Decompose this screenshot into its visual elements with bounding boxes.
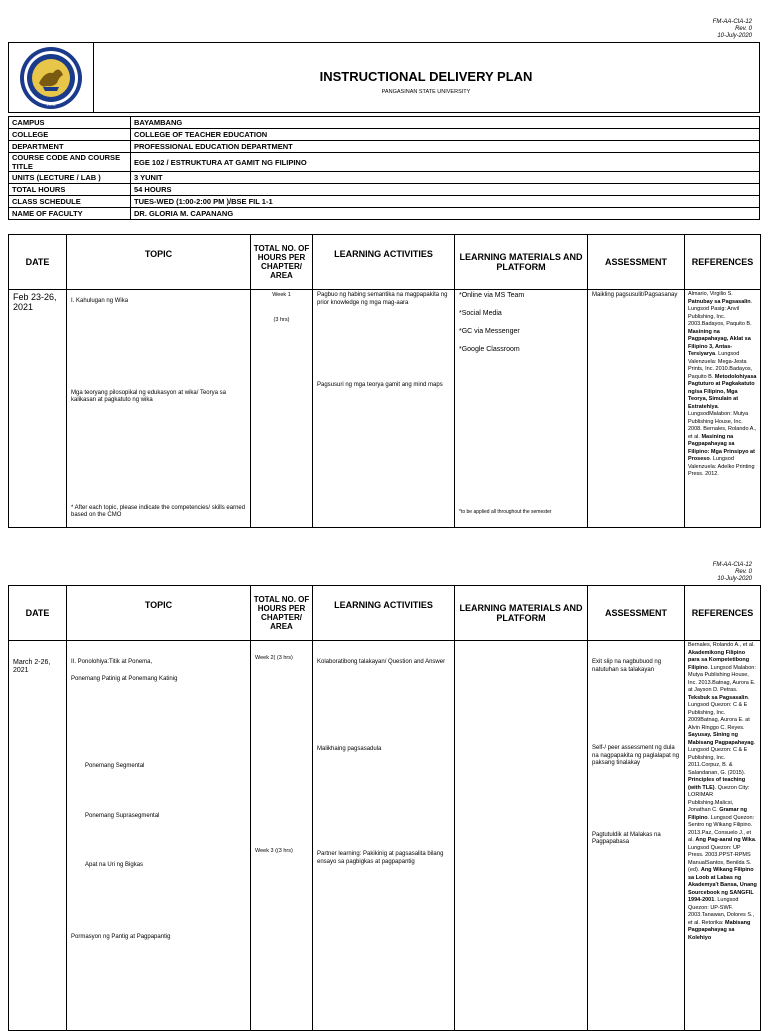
course-info-table	[8, 116, 760, 220]
logo-cell	[9, 43, 94, 112]
activity-item: Pagsusuri ng mga teorya gamit ang mind maps	[317, 382, 443, 388]
reference-title: Patnubay sa Pagsasalin	[688, 298, 751, 305]
row-assessment: Maikling pagsusulit/Pagsasanay	[588, 290, 685, 528]
reference-text: . Lungsod Quezon: C & E Publishing, Inc. 2009Batnag, Aurora E. at Alvin Ringgo C. Reyes.	[688, 694, 750, 731]
reference-title: Teksbuk sa Pagsasalin	[688, 694, 748, 701]
topic-item: Mga teoryang pilosopikal ng edukasyon at wika/ Teorya sa kalikasan at pagkatuto ng wika	[71, 389, 226, 403]
materials-note: *to be applied all throughout the semester	[459, 509, 552, 515]
document-header	[8, 42, 760, 113]
form-date: 10-July-2020	[717, 576, 752, 582]
info-row	[9, 141, 760, 153]
assessment-item: Exit slip na nagbubuod ng natutuhan sa talakayan	[592, 659, 662, 673]
col-materials: LEARNING MATERIALS AND PLATFORM	[455, 235, 588, 290]
university-name: PANGASINAN STATE UNIVERSITY	[381, 89, 471, 95]
info-row	[9, 117, 760, 129]
plan-table-1	[8, 234, 761, 528]
row-topic	[67, 290, 251, 528]
row-hours	[251, 641, 313, 1031]
info-label: COURSE CODE AND COURSE TITLE	[9, 153, 131, 172]
topic-item: Apat na Uri ng Bigkas	[85, 862, 144, 868]
reference-text: . Lungsod Pasig: Anvil Publishing, Inc. 2003.Badayos, Paquito B.	[688, 298, 753, 327]
reference-text: . LungsodMalabon: Mutya Publishing House, Inc. 2008. Bernales, Rolando A., et al.	[688, 403, 757, 440]
activity-item: Partner learning: Pakikinig at pagsasalita bilang ensayo sa pagbigkas at pagpapantig	[317, 851, 444, 865]
assessment-item: Pagtutuldik at Malakas na Pagpapabasa	[592, 831, 661, 845]
info-label: CLASS SCHEDULE	[9, 196, 131, 208]
info-label: DEPARTMENT	[9, 141, 131, 153]
info-row	[9, 129, 760, 141]
topic-item: I. Kahulugan ng Wika	[71, 298, 129, 304]
col-assessment: ASSESSMENT	[588, 235, 685, 290]
col-activities: LEARNING ACTIVITIES	[313, 235, 455, 290]
form-code-top	[713, 19, 752, 40]
info-row	[9, 172, 760, 184]
reference-text: . Lungsod Valenzuela: Mega-Jesta Prints, Inc. 2010.Badayos, Paquito B.	[688, 351, 753, 380]
reference-title: Akademikong Filipino para sa Kompetetibong Filipino	[688, 649, 750, 671]
form-date: 10-July-2020	[717, 33, 752, 39]
reference-text: Bernales, Rolando A., et al.	[688, 642, 755, 648]
table-header-row	[9, 586, 761, 641]
reference-title: Mabisang Pagpapahayag sa Kolehiyo	[688, 919, 751, 941]
hours-week: Week 1	[272, 292, 291, 298]
col-references: REFERENCES	[685, 235, 761, 290]
row-date: March 2-26, 2021	[9, 641, 67, 1031]
info-label: NAME OF FACULTY	[9, 208, 131, 220]
form-code: FM-AA-CIA-12	[712, 19, 752, 25]
reference-text: . Lungsod Quezon: UP-SWF. 2003.Tanawan, Dolores S., et al. Retorika:	[688, 897, 755, 926]
assessment-item: Self-/ peer assessment ng dula na nagpapakita ng paglalapat ng paksang tinalakay	[592, 745, 680, 766]
reference-text: . Lungsod Quezon: C & E Publishing, Inc. 2011.Corpuz, B. & Salandanan, G. (2015).	[688, 739, 756, 776]
table-row	[9, 290, 761, 528]
material-item: *Google Classroom	[459, 346, 520, 353]
topic-note: * After each topic, please indicate the competencies/ skills earned based on the CMO	[71, 504, 246, 518]
info-row	[9, 184, 760, 196]
form-rev: Rev. 0	[735, 569, 752, 575]
info-row	[9, 153, 760, 172]
reference-text: Almario, Virgilio S.	[688, 291, 733, 297]
reference-title: Sayusay, Sining ng Mabisang Pagpapahayag	[688, 732, 754, 746]
form-code: FM-AA-CIA-12	[712, 562, 752, 568]
reference-text: . Lungsod Quezon: UP Press. 2003.PPST-RPMS ManualSantos, Benilda S. (ed).	[688, 837, 757, 873]
row-assessment	[588, 641, 685, 1031]
row-activities	[313, 641, 455, 1031]
reference-title: Principles of teaching (with TLE)	[688, 777, 746, 791]
row-topic	[67, 641, 251, 1031]
svg-text:1978: 1978	[46, 102, 56, 107]
info-row	[9, 208, 760, 220]
material-item: *Online via MS Team	[459, 292, 525, 299]
row-references	[685, 290, 761, 528]
reference-title: Metodolohiyasa Pagtuturo at Pagkakatuto ng/sa Filipino, Mga Teorya, Simulain at Estratehiya	[688, 373, 757, 410]
row-references	[685, 641, 761, 1031]
info-value: EGE 102 / ESTRUKTURA AT GAMIT NG FILIPINO	[131, 153, 760, 172]
topic-item: Ponemang Segmental	[85, 763, 145, 769]
hours-week: Week 3 ((3 hrs)	[255, 847, 293, 854]
material-item: *Social Media	[459, 310, 502, 317]
info-value: DR. GLORIA M. CAPANANG	[131, 208, 760, 220]
info-value: COLLEGE OF TEACHER EDUCATION	[131, 129, 760, 141]
reference-text: . Lungsod Malabon: Mutya Publishing House, Inc. 2013.Batnag, Aurora E. at Jayson D. Petras.	[688, 664, 756, 693]
material-item: *GC via Messenger	[459, 328, 520, 335]
topic-item: II. Ponolohiya:Titik at Ponema,	[71, 659, 153, 665]
info-value: 3 YUNIT	[131, 172, 760, 184]
row-activities	[313, 290, 455, 528]
col-assessment: ASSESSMENT	[588, 586, 685, 641]
col-date: DATE	[9, 235, 67, 290]
document-title: INSTRUCTIONAL DELIVERY PLAN	[319, 69, 533, 84]
col-references: REFERENCES	[685, 586, 761, 641]
topic-item: Pormasyon ng Pantig at Pagpapantig	[71, 933, 171, 940]
col-topic: TOPIC	[67, 235, 251, 290]
col-topic: TOPIC	[67, 586, 251, 641]
activity-item: Pagbuo ng habing semantika na magpapakita ng prior knowledge ng mga mag-aara	[317, 292, 448, 306]
info-value: PROFESSIONAL EDUCATION DEPARTMENT	[131, 141, 760, 153]
plan-table-2	[8, 585, 761, 1031]
info-label: TOTAL HOURS	[9, 184, 131, 196]
topic-item: Ponemang Patinig at Ponemang Katinig	[71, 675, 178, 682]
row-hours	[251, 290, 313, 528]
activity-item: Malikhaing pagsasadula	[317, 745, 382, 752]
table-row	[9, 641, 761, 1031]
reference-title: Masining na Pagpapahayag, Aklat sa Filipino 3, Antas-Tersiyarya	[688, 328, 751, 357]
info-value: TUES-WED (1:00-2:00 PM )/BSE FIL 1-1	[131, 196, 760, 208]
hours-duration: (3 hrs)	[273, 316, 290, 323]
reference-text: . Lungsod Valenzuela: Adelko Printing Press. 2012.	[688, 456, 755, 477]
form-rev: Rev. 0	[735, 26, 752, 32]
info-value: 54 HOURS	[131, 184, 760, 196]
info-row	[9, 196, 760, 208]
info-label: CAMPUS	[9, 117, 131, 129]
row-materials	[455, 641, 588, 1031]
topic-item: Ponemang Suprasegmental	[85, 812, 160, 819]
info-value: BAYAMBANG	[131, 117, 760, 129]
hours-week: Week 2( (3 hrs)	[255, 655, 293, 661]
info-label: COLLEGE	[9, 129, 131, 141]
reference-text: . Lungsod Quezon: Sentro ng Wikang Filipino. 2013.Paz, Consuelo J., et al.	[688, 814, 755, 843]
activity-item: Kolaboratibong talakayan/ Question and Answer	[317, 659, 446, 665]
reference-title: Ang Wikang Filipino sa Loob at Labas ng Akademya't Bansa, Unang Sourcebook ng SANGFIL 1994-2001	[688, 867, 757, 903]
col-materials: LEARNING MATERIALS AND PLATFORM	[455, 586, 588, 641]
reference-title: Gramar ng Filipino	[688, 807, 748, 821]
table-header-row	[9, 235, 761, 290]
col-hours: TOTAL NO. OF HOURS PER CHAPTER/ AREA	[251, 235, 313, 290]
university-seal-icon	[9, 43, 93, 112]
col-date: DATE	[9, 586, 67, 641]
row-date: Feb 23-26, 2021	[9, 290, 67, 528]
form-code-bottom	[713, 562, 752, 583]
reference-text: . Quezon City: LORIMAR Publishing.Malicsi, Jonathan C.	[688, 784, 750, 813]
col-hours: TOTAL NO. OF HOURS PER CHAPTER/ AREA	[251, 586, 313, 641]
info-label: UNITS (LECTURE / LAB )	[9, 172, 131, 184]
reference-title: Masining na Pagpapahayag sa Filipino: Mga Prinsipyo at Proseso	[688, 433, 755, 462]
row-materials	[455, 290, 588, 528]
reference-title: Ang Pag-aaral ng Wika	[695, 837, 755, 843]
col-activities: LEARNING ACTIVITIES	[313, 586, 455, 641]
